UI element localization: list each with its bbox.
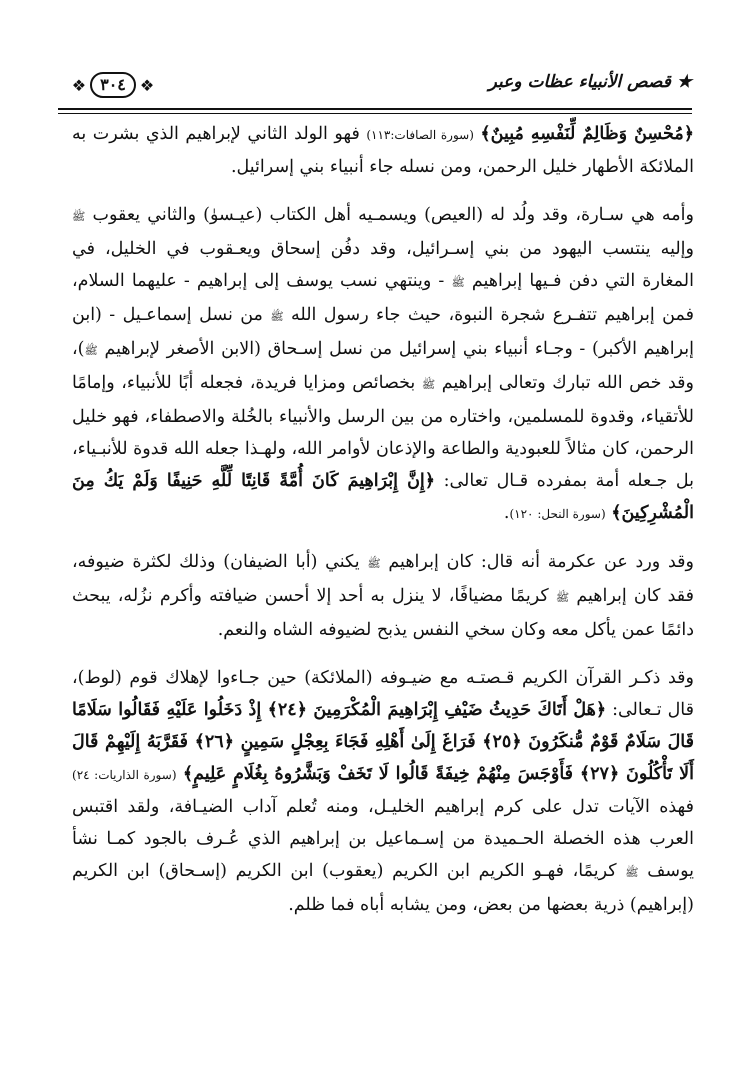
paragraph-text: كريمًا، فهـو الكريم ابن الكريم (يعقوب) ابن الكريم (إسـحاق) ابن الكريم (إبراهيم) ذرية بعضها من بعض، ومن يشابه أباه فما ظلم. <box>72 861 694 915</box>
header-divider <box>58 108 692 114</box>
paragraph-text: يكني (أبا الضيفان) وذلك لكثرة ضيوفه، فقد كان إبراهيم <box>72 552 694 606</box>
paragraph-text: من نسل إسماعـيل - (ابن إبراهيم الأكبر) - وجـاء أنبياء بني إسرائيل من نسل إسـحاق (الابن الأصغر لإبراهيم <box>72 305 694 359</box>
verse-reference: (سورة النحل: ١٢٠) <box>509 507 606 521</box>
paragraph-text: وقد ذكـر القرآن الكريم قـصتـه مع ضيـوفه (الملائكة) حين جـاءوا لإهلاك قوم (لوط)، قال تـعالى: <box>72 668 694 720</box>
verse-reference: (سورة الذاريات: ٢٤) <box>72 768 177 782</box>
paragraph-text: وقد ورد عن عكرمة أنه قال: كان إبراهيم <box>388 552 694 572</box>
paragraph-text: )، وقد خص الله تبارك وتعالى إبراهيم <box>72 339 694 393</box>
salutation-glyph: ﷺ <box>555 591 570 604</box>
ornament-icon: ❖ <box>71 75 87 95</box>
quran-verse: ﴿هَلْ أَتَاكَ حَدِيثُ ضَيْفِ إِبْرَاهِيمَ الْمُكْرَمِينَ ﴿٢٤﴾ إِذْ دَخَلُوا عَلَيْهِ فَقَالُوا سَلَامًا قَالَ سَلَامٌ قَوْمٌ مُّنكَرُونَ ﴿٢٥﴾ فَرَاغَ إِلَىٰ أَهْلِهِ فَجَاءَ بِعِجْلٍ سَمِينٍ ﴿٢٦﴾ فَقَرَّبَهُ إِلَيْهِمْ قَالَ أَلَا تَأْكُلُونَ ﴿٢٧﴾ فَأَوْجَسَ مِنْهُمْ خِيفَةً قَالُوا لَا تَخَفْ وَبَشَّرُوهُ بِغُلَامٍ عَلِيمٍ﴾ <box>72 700 694 784</box>
paragraph <box>72 199 694 530</box>
paragraph-end: . <box>503 503 510 523</box>
paragraph <box>72 546 694 646</box>
salutation-glyph: ﷺ <box>270 310 284 323</box>
paragraph-text: كريمًا مضيافًا، لا ينزل به أحد إلا أحسن ضيافته وأكرم نزُله، يبحث دائمًا عمن يأكل معه وكان سخي النفس يذبح لضيوفه الشاه والنعم. <box>72 586 694 640</box>
paragraph-text: بخصائص ومزايا فريدة، فجعله أبًا للأنبياء، وإمامًا للأتقياء، وقدوة للمسلمين، واختاره من بين الرسل والأنبياء بالخُلة والاصطفاء، فهو خليل الرحمن، كان مثالاً للعبودية والطاعة والإذعان لأوامر الله، ولهـذا جعله الله قدوة للأنبـياء، بل جـعله أمة بمفرده قـال تعالى: <box>72 373 694 491</box>
page-header <box>58 70 692 110</box>
quran-verse: ﴿إِنَّ إِبْرَاهِيمَ كَانَ أُمَّةً قَانِتًا لِّلَّهِ حَنِيفًا وَلَمْ يَكُ مِنَ الْمُشْرِكِينَ﴾ <box>72 471 694 523</box>
paragraph-text: وأمه هي سـارة، وقد ولُد له (العيص) ويسمـيه أهل الكتاب (عيـسوٰ) والثاني يعقوب <box>92 205 694 225</box>
paragraph-text: فهو الولد الثاني لإبراهيم الذي بشرت به الملائكة الأطهار خليل الرحمن، ومن نسله جاء أنبياء بني إسرائيل. <box>72 124 694 177</box>
paragraph-text: - وينتهي نسب يوسف إلى إبراهيم - عليهما السلام، فمن إبراهيم تتفـرع شجرة النبوة، حيث جاء رسول الله <box>72 271 694 325</box>
quran-verse: ﴿مُحْسِنٌ وَظَالِمٌ لِّنَفْسِهِ مُبِينٌ﴾ <box>480 124 694 144</box>
paragraph-text: وإليه ينتسب اليهود من بني إسـرائيل، وقد دفُن إسحاق ويعـقوب في الخليل، في المغارة التي دفن فـيها إبراهيم <box>72 239 694 291</box>
page-body <box>72 118 694 937</box>
book-title: ★ قصص الأنبياء عظات وعبر <box>488 72 692 92</box>
salutation-glyph: ﷺ <box>84 344 98 357</box>
salutation-glyph: ﷺ <box>451 276 465 289</box>
page-number-frame <box>58 70 168 100</box>
salutation-glyph: ﷺ <box>72 210 86 223</box>
salutation-glyph: ﷺ <box>367 557 381 570</box>
salutation-glyph: ﷺ <box>625 866 639 879</box>
paragraph-text: فهذه الآيات تدل على كرم إبراهيم الخليـل، ومنه تُعلم آداب الضيـافة، ولقد اقتبس العرب هذه الخصلة الحـميدة من إسـماعيل بن إبراهيم الذي عُـرف بالجود كمـا نشأ يوسف <box>72 797 694 881</box>
ornament-icon: ❖ <box>139 75 155 95</box>
paragraph <box>72 662 694 921</box>
paragraph <box>72 118 694 183</box>
verse-reference: (سورة الصافات:١١٣) <box>366 128 474 142</box>
salutation-glyph: ﷺ <box>421 378 436 391</box>
page-number: ٣٠٤ <box>90 72 136 98</box>
